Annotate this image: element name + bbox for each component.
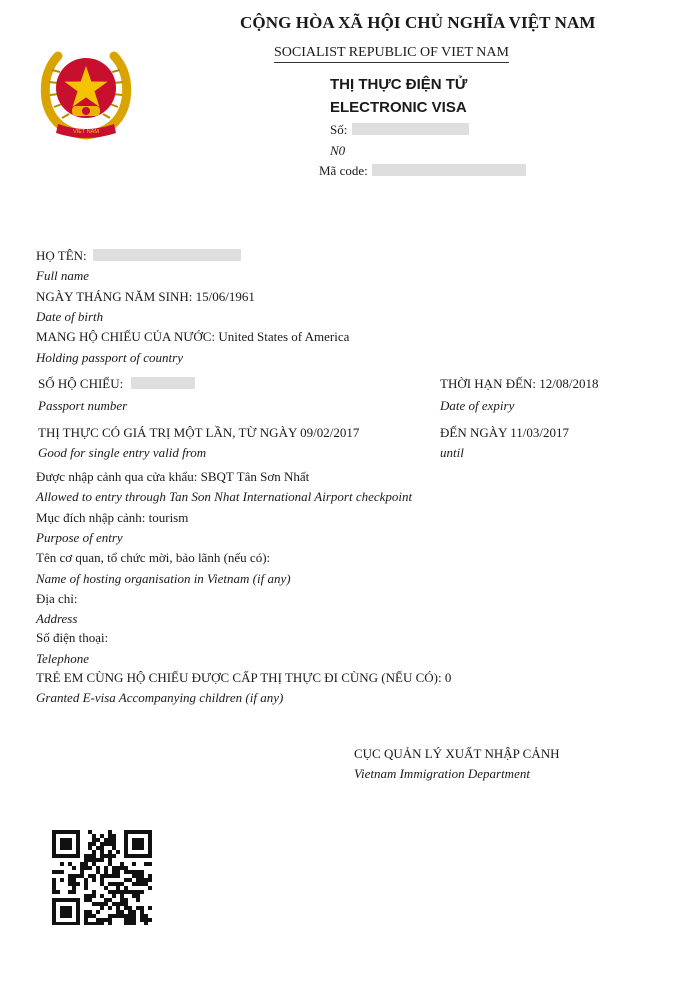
host-en: Name of hosting organisation in Vietnam (if any) — [36, 571, 291, 586]
until-label: ĐẾN NGÀY 11/03/2017 — [440, 425, 570, 440]
visa-number-redacted — [352, 123, 469, 135]
phone-en: Telephone — [36, 651, 89, 666]
entry-port-label: Được nhập cảnh qua cửa khẩu: SBQT Tân Sơn Nhất — [36, 469, 310, 484]
address-label: Địa chỉ: — [36, 591, 78, 606]
purpose-label: Mục đích nhập cảnh: tourism — [36, 510, 189, 525]
address-en: Address — [36, 611, 78, 626]
national-emblem — [36, 40, 136, 140]
validity-en: Good for single entry valid from — [38, 445, 207, 460]
authority-en: Vietnam Immigration Department — [354, 766, 530, 781]
fullname-redacted — [93, 249, 241, 261]
passport-en: Passport number — [38, 398, 128, 413]
children-en: Granted E-visa Accompanying children (if any) — [36, 690, 284, 705]
visa-number-label: Số: — [330, 122, 348, 137]
visa-number-en-label: N0 — [330, 143, 346, 158]
dob-label: NGÀY THÁNG NĂM SINH: 15/06/1961 — [36, 289, 255, 304]
nationality-en: Holding passport of country — [36, 350, 183, 365]
fullname-label: HỌ TÊN: — [36, 248, 87, 263]
svg-text:VIỆT NAM: VIỆT NAM — [73, 129, 99, 135]
dob-en: Date of birth — [36, 309, 104, 324]
code-label: Mã code: — [319, 163, 368, 178]
entry-port-en: Allowed to entry through Tan Son Nhat International Airport checkpoint — [36, 489, 413, 504]
expiry-label: THỜI HẠN ĐẾN: 12/08/2018 — [440, 376, 599, 391]
passport-redacted — [131, 377, 195, 389]
validity-label: THỊ THỰC CÓ GIÁ TRỊ MỘT LẦN, TỪ NGÀY 09/02/2017 — [38, 425, 360, 440]
host-label: Tên cơ quan, tổ chức mời, bảo lãnh (nếu có): — [36, 550, 271, 565]
until-en: until — [440, 445, 464, 460]
document-title-vn: THỊ THỰC ĐIỆN TỬ — [330, 76, 468, 93]
passport-label: SỐ HỘ CHIẾU: — [38, 376, 124, 391]
purpose-en: Purpose of entry — [36, 530, 123, 545]
country-title-en: SOCIALIST REPUBLIC OF VIET NAM — [274, 45, 509, 63]
expiry-en: Date of expiry — [440, 398, 515, 413]
authority-vn: CỤC QUẢN LÝ XUẤT NHẬP CẢNH — [354, 746, 560, 761]
qr-code — [52, 830, 152, 925]
fullname-en: Full name — [36, 268, 90, 283]
code-redacted — [372, 164, 526, 176]
nationality-label: MANG HỘ CHIẾU CỦA NƯỚC: United States of America — [36, 329, 350, 344]
phone-label: Số điện thoại: — [36, 630, 109, 645]
document-title-en: ELECTRONIC VISA — [330, 99, 467, 116]
country-title-vn: CỘNG HÒA XÃ HỘI CHỦ NGHĨA VIỆT NAM — [240, 13, 596, 32]
children-label: TRẺ EM CÙNG HỘ CHIẾU ĐƯỢC CẤP THỊ THỰC ĐI CÙNG (NẾU CÓ): 0 — [36, 670, 452, 685]
